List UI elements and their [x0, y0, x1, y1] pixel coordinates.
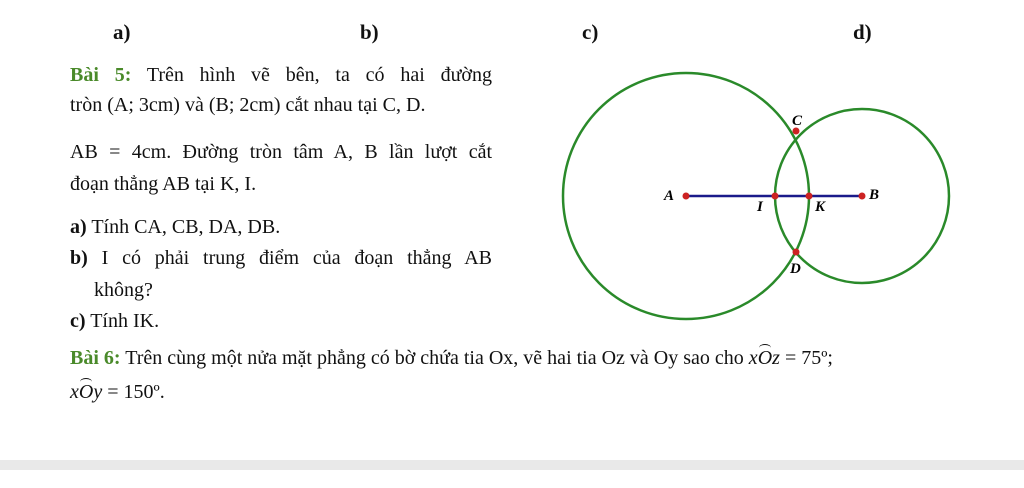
angle-xoz: xOz	[748, 347, 780, 369]
question-b-label: b)	[70, 247, 88, 269]
question-a-text: Tính CA, CB, DA, DB.	[91, 216, 281, 238]
footer-bar	[0, 460, 1024, 470]
label-i: I	[757, 199, 763, 215]
label-a: A	[664, 188, 675, 204]
question-b-cont: không?	[94, 279, 153, 301]
point-a	[683, 193, 690, 200]
label-k: K	[815, 199, 826, 215]
point-i	[772, 193, 779, 200]
bai5-line-3: AB = 4cm. Đường tròn tâm A, B lần lượt cắt	[70, 141, 492, 163]
option-b[interactable]: b)	[360, 20, 379, 44]
angle-xoy-value: = 150º.	[102, 381, 165, 403]
angle-xoz-value: = 75º;	[779, 347, 833, 369]
bai6-text: Trên cùng một nửa mặt phẳng có bờ chứa tia Ox, vẽ hai tia Oz và Oy sao cho	[125, 347, 744, 369]
angle-xoy: xOy	[70, 381, 103, 403]
bai5-text-1: Trên hình vẽ bên, ta có hai đường	[146, 64, 493, 86]
point-k	[806, 193, 813, 200]
question-a-label: a)	[70, 216, 87, 238]
label-c: C	[792, 113, 803, 129]
option-a[interactable]: a)	[113, 20, 131, 44]
label-b: B	[869, 187, 880, 203]
question-b-text: I có phải trung điểm của đoạn thẳng AB	[101, 247, 493, 269]
question-c-label: c)	[70, 310, 86, 332]
bai5-line-2: tròn (A; 3cm) và (B; 2cm) cắt nhau tại C, D.	[70, 94, 426, 116]
label-d: D	[790, 261, 801, 277]
point-d	[793, 249, 800, 256]
point-b	[859, 193, 866, 200]
bai5-line-4: đoạn thẳng AB tại K, I.	[70, 173, 257, 195]
option-d[interactable]: d)	[853, 20, 872, 44]
question-c-text: Tính IK.	[90, 310, 160, 332]
bai5-label: Bài 5:	[70, 64, 132, 86]
bai6-label: Bài 6:	[70, 347, 121, 369]
option-c[interactable]: c)	[582, 20, 599, 44]
